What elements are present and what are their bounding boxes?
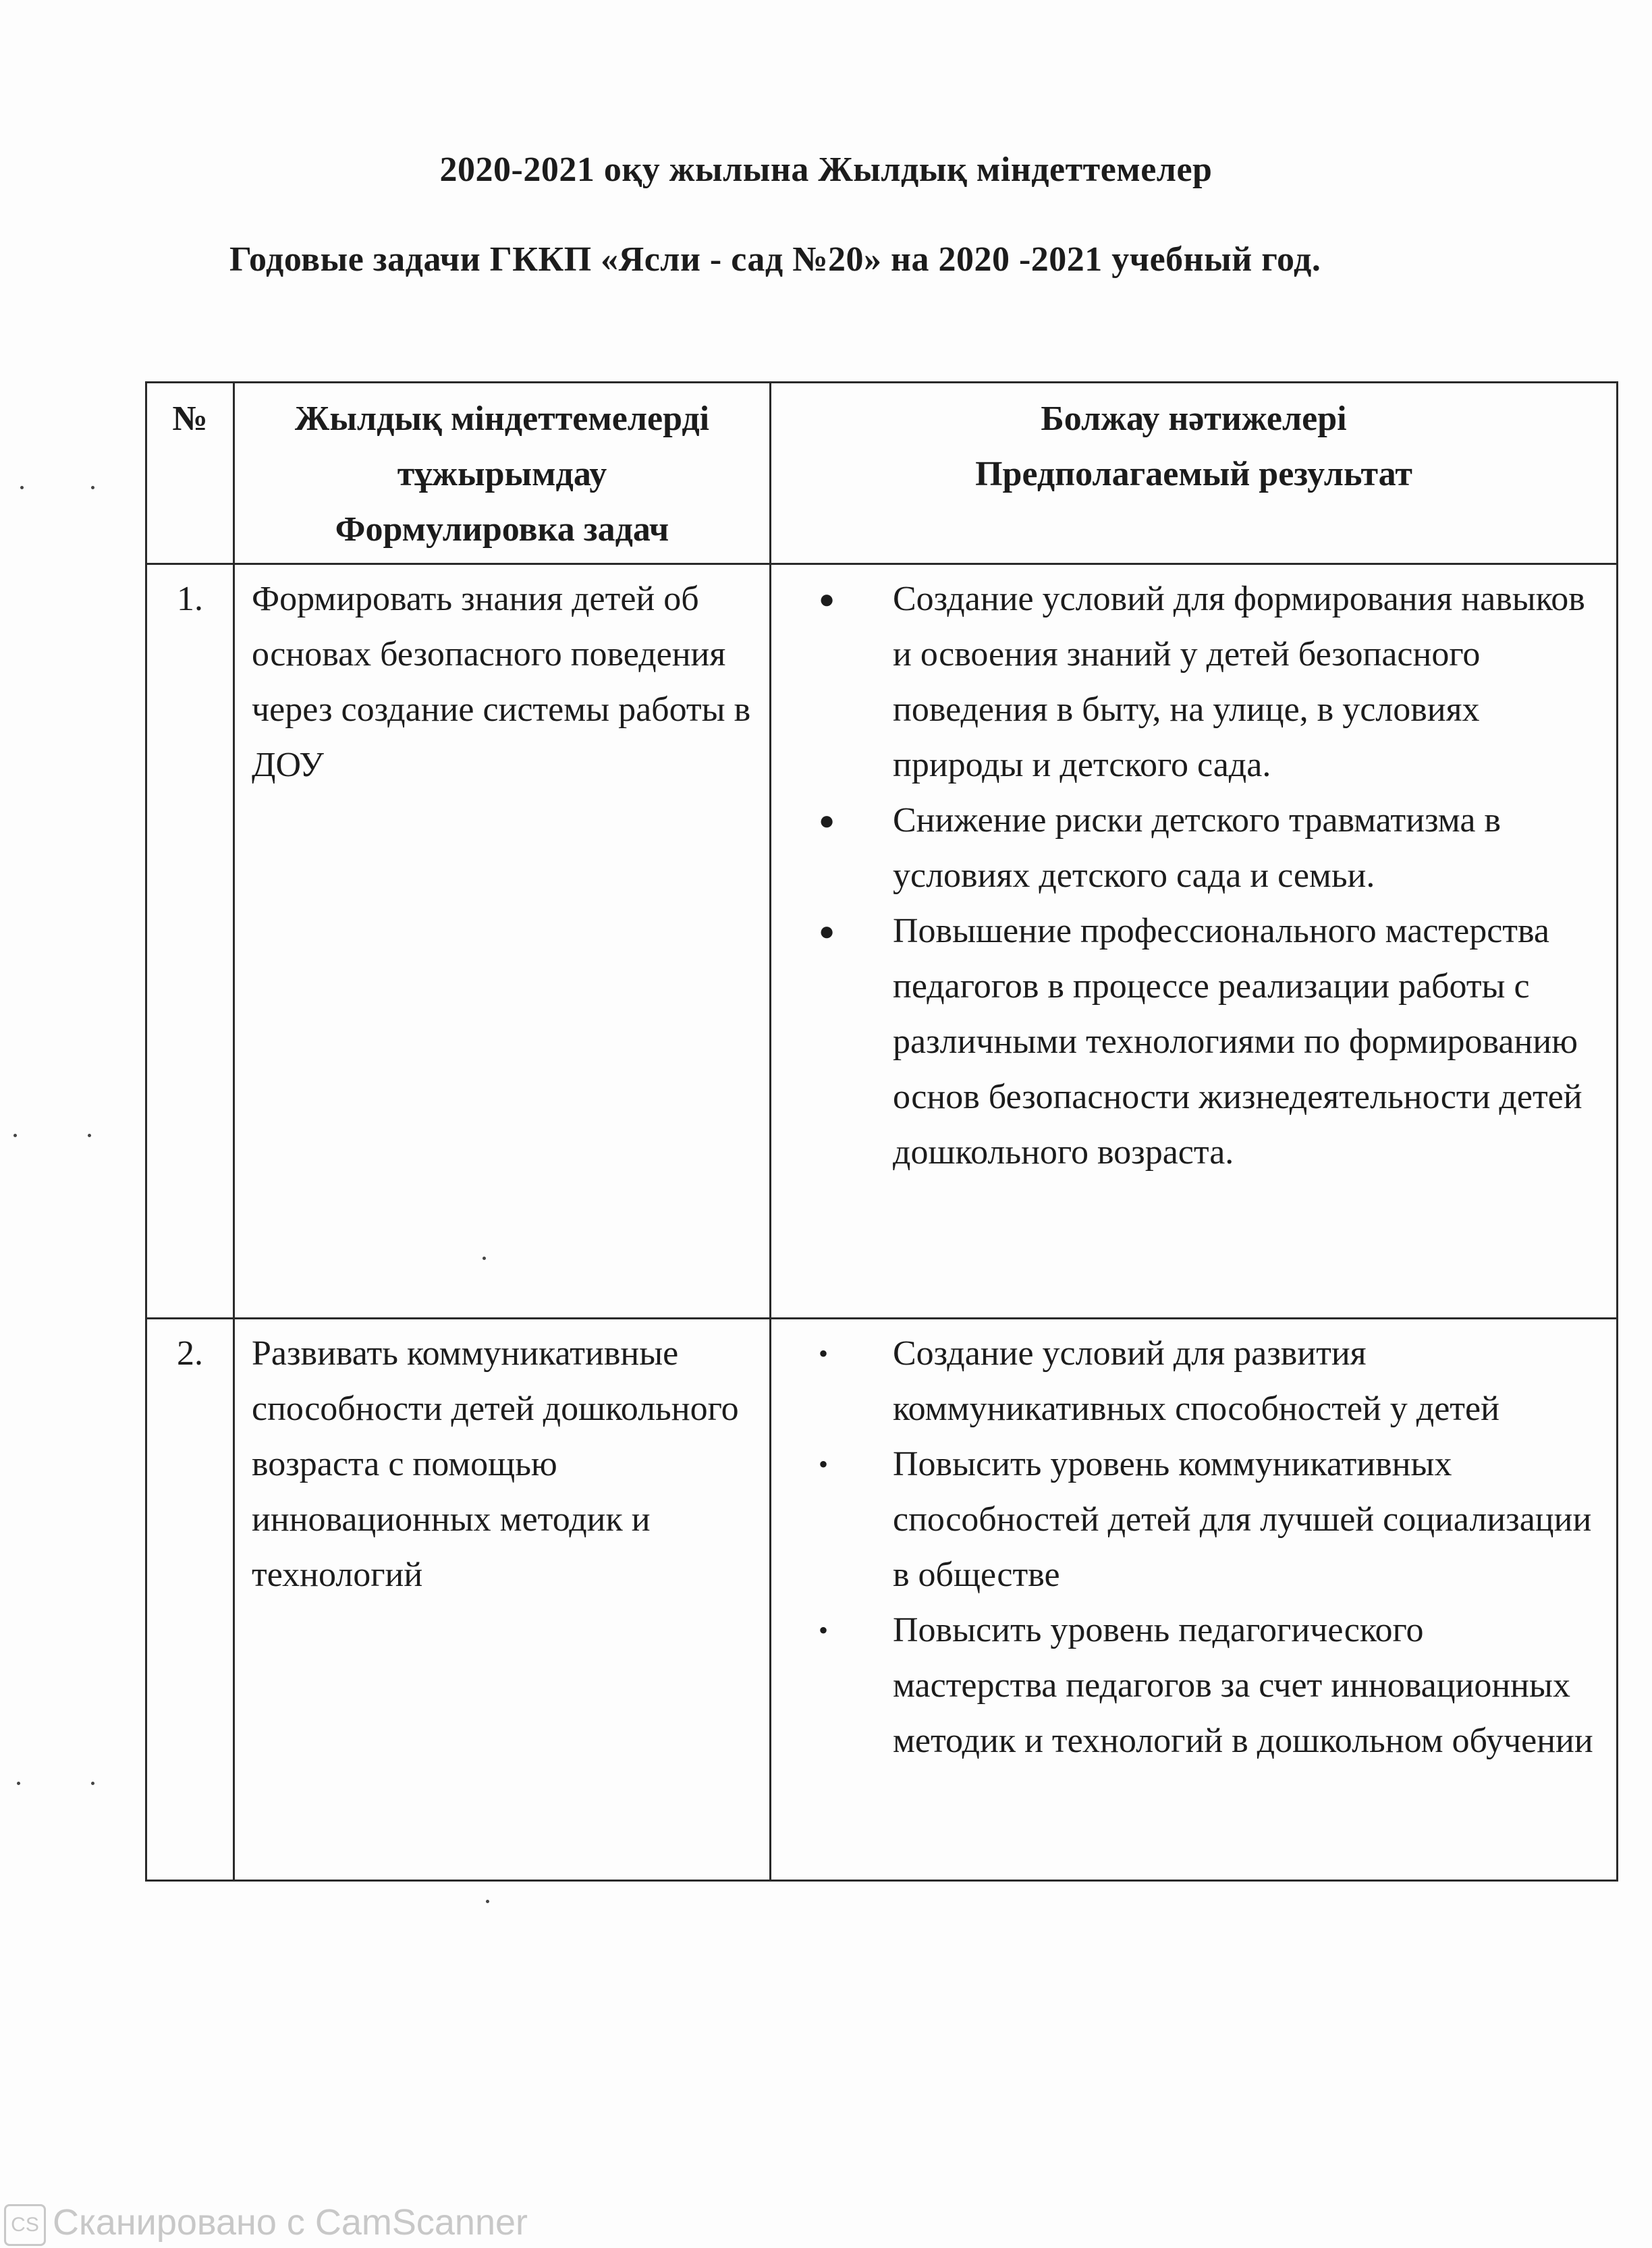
watermark-text: Сканировано с CamScanner <box>53 2202 528 2243</box>
result-text: Создание условий для формирования навыков и освоения знаний у детей безопасного поведения в быту, на улице, в условиях природы и детского сада. <box>893 580 1585 784</box>
bullet-icon: ● <box>819 584 835 614</box>
result-text: Повысить уровень коммуникативных способностей детей для лучшей социализации в обществе <box>893 1445 1592 1594</box>
header-result-ru: Предполагаемый результат <box>975 455 1412 493</box>
result-item <box>805 1326 1596 1437</box>
table-row <box>146 564 1618 1319</box>
bullet-icon: • <box>819 1449 829 1479</box>
result-item <box>805 1603 1596 1769</box>
result-text: Создание условий для развития коммуникативных способностей у детей <box>893 1334 1499 1428</box>
row-number: 1. <box>146 564 234 1319</box>
scan-speck <box>17 1782 20 1785</box>
scan-speck <box>91 486 94 489</box>
header-task <box>234 383 771 564</box>
header-task-kz-line2: тұжырымдау <box>397 455 607 493</box>
result-text: Снижение риски детского травматизма в условиях детского сада и семьи. <box>893 801 1501 895</box>
scan-speck <box>483 1257 486 1260</box>
header-result-kz: Болжау нәтижелері <box>1041 400 1347 438</box>
scan-speck <box>13 1134 17 1137</box>
row-results <box>771 1319 1618 1881</box>
header-number: № <box>146 383 234 564</box>
document-title-ru: Годовые задачи ГККП «Ясли - сад №20» на 2020 -2021 учебный год. <box>229 240 1321 279</box>
table-header-row <box>146 383 1618 564</box>
header-task-kz-line1: Жылдық міндеттемелерді <box>294 400 710 438</box>
result-item <box>805 1437 1596 1603</box>
row-task: Развивать коммуникативные способности детей дошкольного возраста с помощью инновационных методик и технологий <box>234 1319 771 1881</box>
scan-speck <box>486 1900 489 1903</box>
annual-tasks-table <box>145 381 1618 1882</box>
scan-speck <box>20 486 24 489</box>
result-item <box>805 904 1596 1180</box>
result-item <box>805 572 1596 793</box>
header-task-ru: Формулировка задач <box>335 510 669 549</box>
bullet-icon: ● <box>819 916 835 946</box>
document-title-kz: 2020-2021 оқу жылына Жылдық міндеттемелер <box>439 150 1213 189</box>
bullet-icon: • <box>819 1338 829 1369</box>
result-text: Повышение профессионального мастерства педагогов в процессе реализации работы с различными технологиями по формированию основ безопасности жизнедеятельности детей дошкольного возраста. <box>893 912 1582 1172</box>
result-text: Повысить уровень педагогического мастерства педагогов за счет инновационных методик и технологий в дошкольном обучении <box>893 1611 1593 1760</box>
camscanner-logo-icon: CS <box>4 2204 46 2246</box>
scan-speck <box>88 1134 91 1137</box>
table-row <box>146 1319 1618 1881</box>
bullet-icon: ● <box>819 805 835 835</box>
result-item <box>805 793 1596 904</box>
header-result <box>771 383 1618 564</box>
bullet-icon: • <box>819 1615 829 1645</box>
row-number: 2. <box>146 1319 234 1881</box>
row-results <box>771 564 1618 1319</box>
camscanner-watermark <box>0 2201 528 2246</box>
row-task: Формировать знания детей об основах безопасного поведения через создание системы работы в ДОУ <box>234 564 771 1319</box>
scan-speck <box>91 1782 94 1785</box>
